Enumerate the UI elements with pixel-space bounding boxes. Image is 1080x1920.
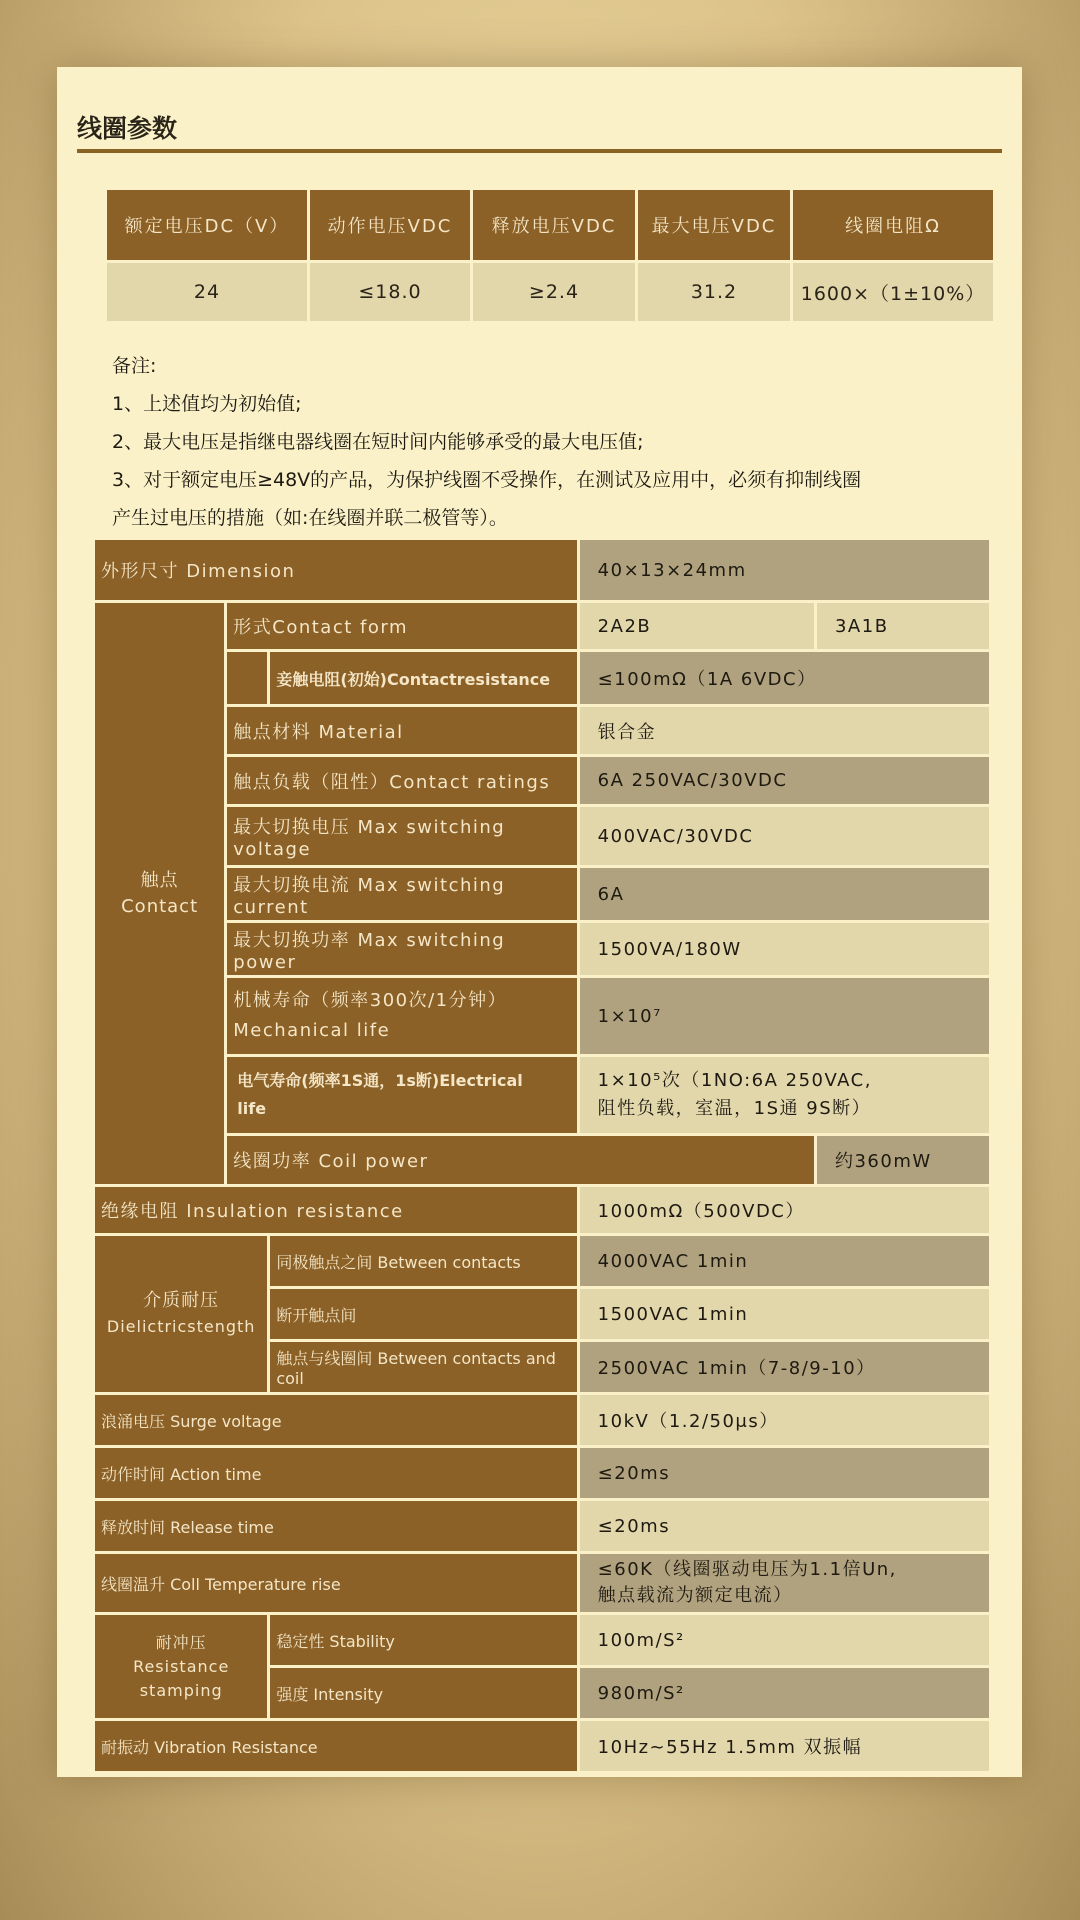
contacts-coil-label: 触点与线圈间 Between contacts and coil bbox=[270, 1342, 576, 1392]
coil-value-pickup-voltage: ≤18.0 bbox=[310, 263, 470, 321]
dielectric-group-label-cn: 介质耐压 bbox=[143, 1290, 220, 1311]
heading-rule bbox=[77, 149, 1002, 153]
note-line: 产生过电压的措施（如:在线圈并联二极管等）。 bbox=[112, 507, 508, 529]
temp-rise-label: 线圈温升 Coll Temperature rise bbox=[95, 1554, 577, 1612]
notes bbox=[112, 347, 861, 537]
contact-group-label-cn: 触点 bbox=[140, 869, 179, 891]
electrical-life-value-2: 阻性负载，室温，1S通 9S断） bbox=[597, 1098, 872, 1119]
temp-rise-value-1: ≤60K（线圈驱动电压为1.1倍Un, bbox=[597, 1559, 897, 1580]
coil-table-value-row bbox=[107, 263, 993, 321]
coil-value-rated-voltage: 24 bbox=[107, 263, 307, 321]
spec-row-dimension bbox=[95, 540, 989, 600]
spec-row-release-time bbox=[95, 1501, 989, 1551]
open-contacts-value: 1500VAC 1min bbox=[580, 1289, 989, 1339]
open-contacts-label: 断开触点间 bbox=[270, 1289, 576, 1339]
dimension-value: 40×13×24mm bbox=[580, 540, 989, 600]
material-value: 银合金 bbox=[580, 707, 989, 754]
spec-row-mechanical-life bbox=[95, 978, 989, 1054]
contact-ratings-value: 6A 250VAC/30VDC bbox=[580, 757, 989, 804]
mechanical-life-label-en: Mechanical life bbox=[233, 1020, 391, 1041]
vibration-value: 10Hz~55Hz 1.5mm 双振幅 bbox=[580, 1721, 989, 1771]
action-time-value: ≤20ms bbox=[580, 1448, 989, 1498]
spec-row-contact-form bbox=[95, 603, 989, 649]
coil-table-header-row bbox=[107, 190, 993, 260]
intensity-label: 强度 Intensity bbox=[270, 1668, 576, 1718]
coil-parameter-table bbox=[104, 187, 996, 324]
temp-rise-value-2: 触点载流为额定电流） bbox=[597, 1585, 793, 1606]
insulation-value: 1000mΩ（500VDC） bbox=[580, 1187, 989, 1233]
release-time-value: ≤20ms bbox=[580, 1501, 989, 1551]
coil-value-release-voltage: ≥2.4 bbox=[473, 263, 635, 321]
contacts-coil-value: 2500VAC 1min（7-8/9-10） bbox=[580, 1342, 989, 1392]
shock-group-label bbox=[95, 1615, 267, 1718]
stability-value: 100m/S² bbox=[580, 1615, 989, 1665]
note-line: 2、最大电压是指继电器线圈在短时间内能够承受的最大电压值; bbox=[112, 431, 644, 453]
max-voltage-label: 最大切换电压 Max switching voltage bbox=[227, 807, 576, 865]
electrical-life-label bbox=[227, 1057, 576, 1133]
between-contacts-label: 同极触点之间 Between contacts bbox=[270, 1236, 576, 1286]
vibration-label: 耐振动 Vibration Resistance bbox=[95, 1721, 577, 1771]
mechanical-life-label bbox=[227, 978, 576, 1054]
spec-table bbox=[92, 537, 992, 1774]
shock-group-label-3: stamping bbox=[139, 1680, 223, 1700]
contact-resistance-indent bbox=[227, 652, 267, 704]
note-line: 1、上述值均为初始值; bbox=[112, 393, 302, 415]
coil-header-resistance: 线圈电阻Ω bbox=[793, 190, 993, 260]
shock-group-label-1: 耐冲压 bbox=[155, 1632, 207, 1652]
contact-group-label bbox=[95, 603, 224, 1184]
spec-row-max-current bbox=[95, 868, 989, 920]
max-current-value: 6A bbox=[580, 868, 989, 920]
spec-row-vibration bbox=[95, 1721, 989, 1771]
release-time-label: 释放时间 Release time bbox=[95, 1501, 577, 1551]
spec-row-temp-rise bbox=[95, 1554, 989, 1612]
note-line: 3、对于额定电压≥48V的产品，为保护线圈不受操作，在测试及应用中，必须有抑制线圈 bbox=[112, 469, 862, 491]
stability-label: 稳定性 Stability bbox=[270, 1615, 576, 1665]
spec-row-between-contacts bbox=[95, 1236, 989, 1286]
material-label: 触点材料 Material bbox=[227, 707, 576, 754]
temp-rise-value bbox=[580, 1554, 989, 1612]
coil-value-resistance: 1600×（1±10%） bbox=[793, 263, 993, 321]
insulation-label: 绝缘电阻 Insulation resistance bbox=[95, 1187, 577, 1233]
coil-value-max-voltage: 31.2 bbox=[638, 263, 790, 321]
coil-header-release-voltage: 释放电压VDC bbox=[473, 190, 635, 260]
dielectric-group-label-en: Dielictricstength bbox=[106, 1317, 256, 1336]
surge-value: 10kV（1.2/50μs） bbox=[580, 1395, 989, 1445]
spec-row-insulation bbox=[95, 1187, 989, 1233]
spec-row-electrical-life bbox=[95, 1057, 989, 1133]
contact-ratings-label: 触点负载（阻性）Contact ratings bbox=[227, 757, 576, 804]
notes-title: 备注: bbox=[112, 355, 157, 377]
between-contacts-value: 4000VAC 1min bbox=[580, 1236, 989, 1286]
spec-row-surge bbox=[95, 1395, 989, 1445]
spec-row-contact-ratings bbox=[95, 757, 989, 804]
max-power-value: 1500VA/180W bbox=[580, 923, 989, 975]
spec-row-material bbox=[95, 707, 989, 754]
coil-header-rated-voltage: 额定电压DC（V） bbox=[107, 190, 307, 260]
max-voltage-value: 400VAC/30VDC bbox=[580, 807, 989, 865]
intensity-value: 980m/S² bbox=[580, 1668, 989, 1718]
spec-row-contact-resistance bbox=[95, 652, 989, 704]
electrical-life-label-2: life bbox=[237, 1099, 267, 1118]
coil-header-max-voltage: 最大电压VDC bbox=[638, 190, 790, 260]
spec-row-action-time bbox=[95, 1448, 989, 1498]
coil-power-value: 约360mW bbox=[817, 1136, 989, 1184]
contact-form-value-1: 2A2B bbox=[580, 603, 814, 649]
surge-label: 浪涌电压 Surge voltage bbox=[95, 1395, 577, 1445]
electrical-life-value-1: 1×10⁵次（1NO:6A 250VAC, bbox=[597, 1070, 872, 1091]
electrical-life-label-1: 电气寿命(频率1S通，1s断)Electrical bbox=[237, 1071, 523, 1090]
spec-row-max-voltage bbox=[95, 807, 989, 865]
coil-power-label: 线圈功率 Coil power bbox=[227, 1136, 814, 1184]
spec-row-max-power bbox=[95, 923, 989, 975]
action-time-label: 动作时间 Action time bbox=[95, 1448, 577, 1498]
contact-group-label-en: Contact bbox=[121, 895, 199, 917]
electrical-life-value bbox=[580, 1057, 989, 1133]
dimension-label: 外形尺寸 Dimension bbox=[95, 540, 577, 600]
mechanical-life-value: 1×10⁷ bbox=[580, 978, 989, 1054]
contact-form-label: 形式Contact form bbox=[227, 603, 576, 649]
spec-row-coil-power bbox=[95, 1136, 989, 1184]
contact-form-value-2: 3A1B bbox=[817, 603, 989, 649]
mechanical-life-label-cn: 机械寿命（频率300次/1分钟） bbox=[233, 990, 508, 1011]
max-power-label: 最大切换功率 Max switching power bbox=[227, 923, 576, 975]
spec-row-stability bbox=[95, 1615, 989, 1665]
spec-sheet bbox=[57, 67, 1022, 1777]
coil-header-pickup-voltage: 动作电压VDC bbox=[310, 190, 470, 260]
contact-resistance-value: ≤100mΩ（1A 6VDC） bbox=[580, 652, 989, 704]
max-current-label: 最大切换电流 Max switching current bbox=[227, 868, 576, 920]
shock-group-label-2: Resistance bbox=[133, 1656, 230, 1676]
contact-resistance-label: 妾触电阻(初始)Contactresistance bbox=[270, 652, 576, 704]
section-heading: 线圈参数 bbox=[77, 114, 178, 143]
dielectric-group-label bbox=[95, 1236, 267, 1392]
